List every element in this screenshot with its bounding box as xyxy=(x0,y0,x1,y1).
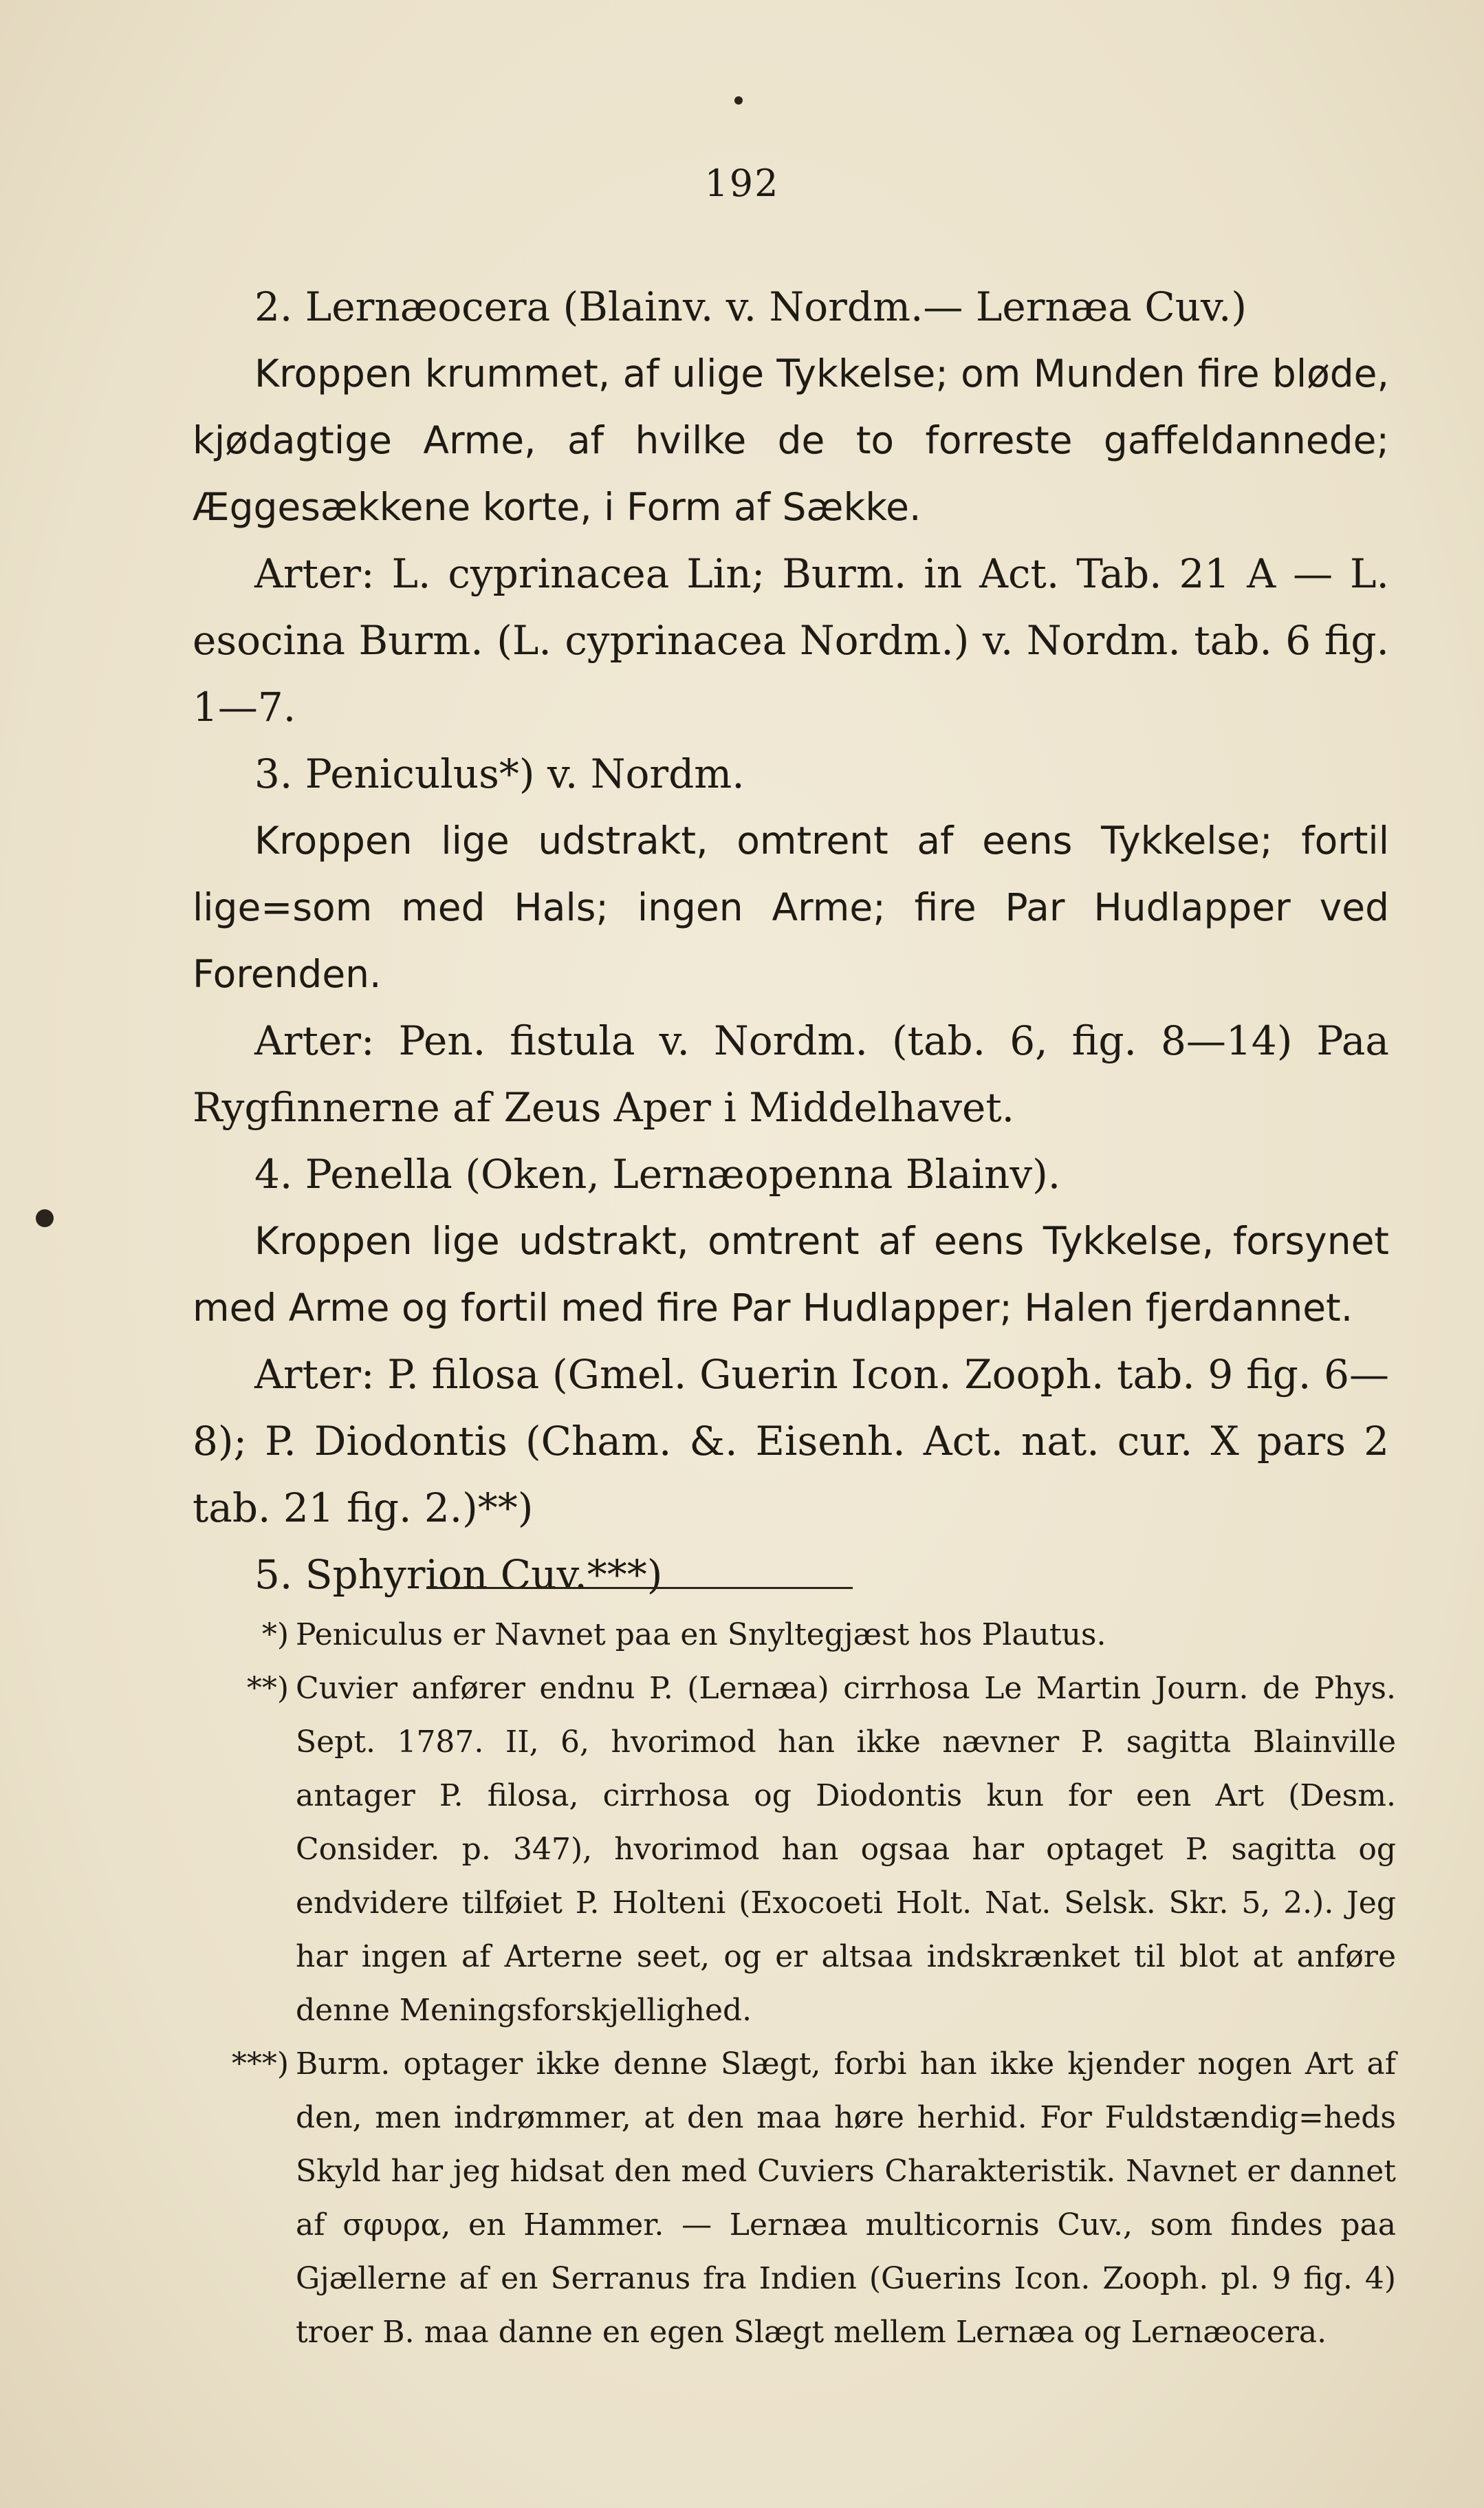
ink-speck xyxy=(734,96,743,105)
footnote-3 xyxy=(227,2037,1396,2359)
main-text xyxy=(193,274,1389,1608)
footnote-1 xyxy=(227,1608,1396,1662)
footnote-divider xyxy=(426,1587,853,1589)
description-penella: Kroppen lige udstrakt, omtrent af eens Tykkelse, forsynet med Arme og fortil med fire Par Hudlapper; Halen fjerdannet. xyxy=(193,1219,1389,1330)
footnote-2-text: Cuvier anfører endnu P. (Lernæa) cirrhosa Le Martin Journ. de Phys. Sept. 1787. II, 6, hvorimod han ikke nævner P. sagitta Blainville antager P. filosa, cirrhosa og Diodontis kun for een Art (Desm. Consider. p. 347), hvorimod han ogsaa har optaget P. sagitta og endvidere tilføiet P. Holteni (Exocoeti Holt. Nat. Selsk. Skr. 5, 2.). Jeg har ingen af Arterne seet, og er altsaa indskrænket til blot at anføre denne Meningsforskjellighed. xyxy=(296,1671,1396,2028)
footnote-1-mark: *) xyxy=(261,1617,289,1652)
species-penella: Arter: P. filosa (Gmel. Guerin Icon. Zooph. tab. 9 fig. 6—8); P. Diodontis (Cham. &. Eisenh. Act. nat. cur. X pars 2 tab. 21 fig. 2.)**) xyxy=(193,1351,1389,1531)
footnotes xyxy=(227,1608,1396,2359)
species-peniculus: Arter: Pen. fistula v. Nordm. (tab. 6, fig. 8—14) Paa Rygfinnerne af Zeus Aper i Middelhavet. xyxy=(193,1017,1389,1131)
description-peniculus: Kroppen lige udstrakt, omtrent af eens Tykkelse; fortil lige=som med Hals; ingen Arme; fire Par Hudlapper ved Forenden. xyxy=(193,819,1389,996)
genus-heading-penella: 4. Penella (Oken, Lernæopenna Blainv). xyxy=(254,1151,1061,1198)
genus-heading-lernaeocera: 2. Lernæocera (Blainv. v. Nordm.— Lernæa Cuv.) xyxy=(254,283,1247,330)
species-lernaeocera: Arter: L. cyprinacea Lin; Burm. in Act. Tab. 21 A — L. esocina Burm. (L. cyprinacea Nordm.) v. Nordm. tab. 6 fig. 1—7. xyxy=(193,550,1389,731)
footnote-2-mark: **) xyxy=(246,1671,289,1706)
footnote-2 xyxy=(227,1662,1396,2037)
genus-heading-peniculus: 3. Peniculus*) v. Nordm. xyxy=(254,750,745,797)
ink-speck xyxy=(36,1209,54,1227)
description-lernaeocera: Kroppen krummet, af ulige Tykkelse; om Munden fire bløde, kjødagtige Arme, af hvilke de to forreste gaffeldannede; Æggesækkene korte, i Form af Sække. xyxy=(193,352,1389,529)
footnote-3-mark: ***) xyxy=(231,2046,289,2082)
genus-heading-sphyrion: 5. Sphyrion Cuv.***) xyxy=(254,1551,663,1598)
page-number: 192 xyxy=(704,162,780,205)
footnote-3-text: Burm. optager ikke denne Slægt, forbi han ikke kjender nogen Art af den, men indrømmer, at den maa høre herhid. For Fuldstændig=heds Skyld har jeg hidsat den med Cuviers Charakteristik. Navnet er dannet af σφυρα, en Hammer. — Lernæa multicornis Cuv., som findes paa Gjællerne af en Serranus fra Indien (Guerins Icon. Zooph. pl. 9 fig. 4) troer B. maa danne en egen Slægt mellem Lernæa og Lernæocera. xyxy=(296,2046,1396,2350)
footnote-1-text: Peniculus er Navnet paa en Snyltegjæst hos Plautus. xyxy=(296,1617,1106,1652)
